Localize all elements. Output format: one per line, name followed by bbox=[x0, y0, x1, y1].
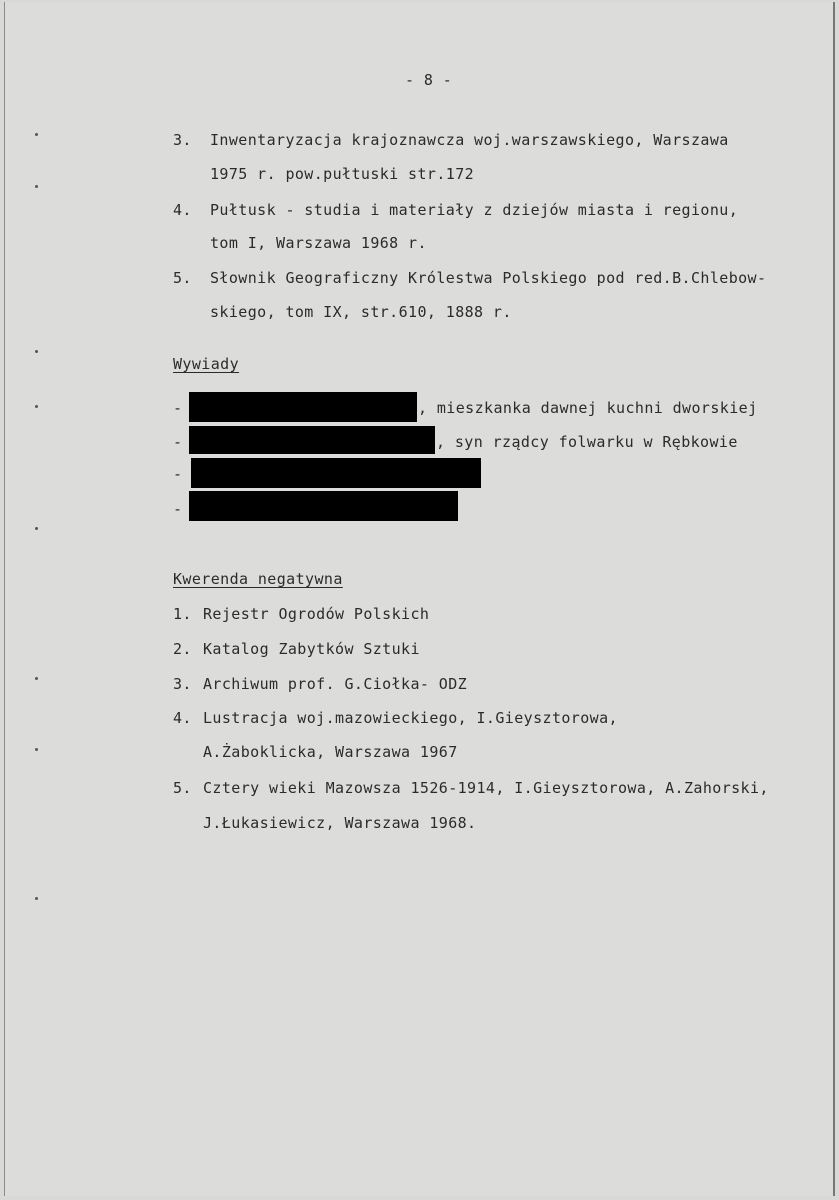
interview-dash: - bbox=[173, 500, 183, 518]
source-line: 1975 r. pow.pułtuski str.172 bbox=[210, 165, 475, 183]
redaction-bar bbox=[189, 392, 417, 422]
interview-text: , syn rządcy folwarku w Rębkowie bbox=[436, 433, 738, 451]
redaction-bar bbox=[189, 491, 458, 521]
query-number: 1. bbox=[173, 605, 192, 623]
document-page bbox=[4, 2, 835, 1196]
query-number: 4. bbox=[173, 709, 192, 727]
query-line: J.Łukasiewicz, Warszawa 1968. bbox=[203, 814, 477, 832]
interview-dash: - bbox=[173, 433, 183, 451]
margin-mark bbox=[35, 350, 38, 353]
margin-mark bbox=[35, 405, 38, 408]
query-number: 3. bbox=[173, 675, 192, 693]
source-line: skiego, tom IX, str.610, 1888 r. bbox=[210, 303, 512, 321]
margin-mark bbox=[35, 677, 38, 680]
interviews-heading: Wywiady bbox=[173, 355, 240, 373]
margin-mark bbox=[35, 527, 38, 530]
margin-mark bbox=[35, 748, 38, 751]
query-number: 5. bbox=[173, 779, 192, 797]
source-number: 5. bbox=[173, 269, 192, 287]
source-number: 3. bbox=[173, 131, 192, 149]
query-number: 2. bbox=[173, 640, 192, 658]
margin-mark bbox=[35, 133, 38, 136]
query-line: A.Żaboklicka, Warszawa 1967 bbox=[203, 743, 458, 761]
source-line: Pułtusk - studia i materiały z dziejów miasta i regionu, bbox=[210, 201, 739, 219]
query-line: Katalog Zabytków Sztuki bbox=[203, 640, 420, 658]
source-line: Inwentaryzacja krajoznawcza woj.warszawskiego, Warszawa bbox=[210, 131, 729, 149]
source-line: tom I, Warszawa 1968 r. bbox=[210, 234, 427, 252]
negative-query-heading: Kwerenda negatywna bbox=[173, 570, 343, 588]
margin-mark bbox=[35, 897, 38, 900]
interview-text: , mieszkanka dawnej kuchni dworskiej bbox=[418, 399, 758, 417]
interview-dash: - bbox=[173, 399, 183, 417]
query-line: Lustracja woj.mazowieckiego, I.Gieysztorowa, bbox=[203, 709, 618, 727]
interview-dash: - bbox=[173, 465, 183, 483]
source-number: 4. bbox=[173, 201, 192, 219]
source-line: Słownik Geograficzny Królestwa Polskiego pod red.B.Chlebow- bbox=[210, 269, 767, 287]
page-number: - 8 - bbox=[405, 71, 453, 89]
redaction-bar bbox=[189, 426, 435, 454]
query-line: Cztery wieki Mazowsza 1526-1914, I.Gieysztorowa, A.Zahorski, bbox=[203, 779, 769, 797]
query-line: Archiwum prof. G.Ciołka- ODZ bbox=[203, 675, 468, 693]
redaction-bar bbox=[191, 458, 481, 488]
query-line: Rejestr Ogrodów Polskich bbox=[203, 605, 430, 623]
margin-mark bbox=[35, 185, 38, 188]
